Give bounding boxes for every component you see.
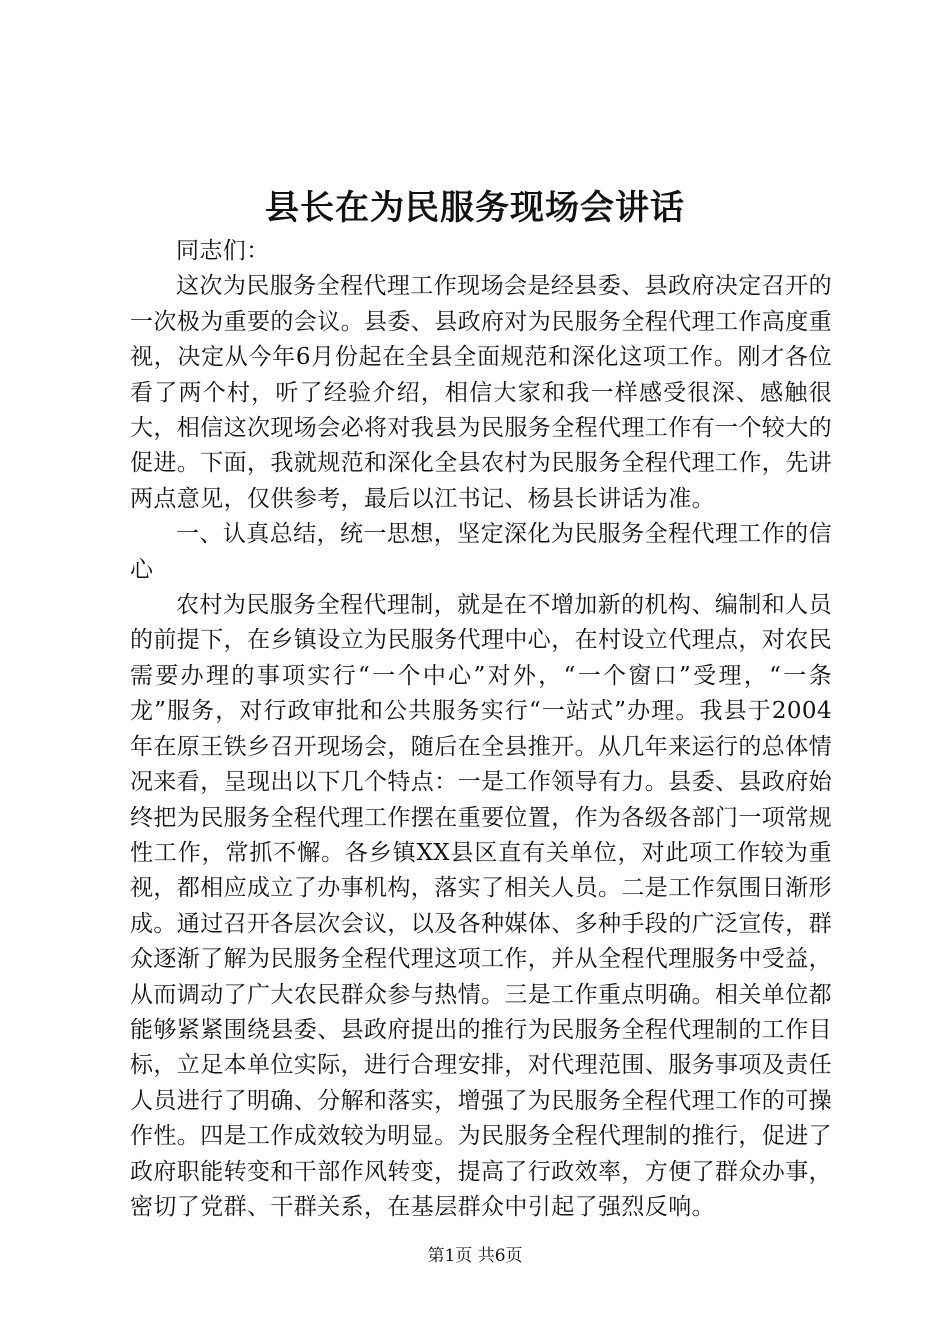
page-number-footer: 第1页 共6页 [427,1246,523,1266]
section-heading-paragraph: 一、认真总结，统一思想，坚定深化为民服务全程代理工作的信心 [130,521,832,583]
body-paragraph: 农村为民服务全程代理制，就是在不增加新的机构、编制和人员的前提下，在乡镇设立为民服务代理中心，在村设立代理点，对农民需要办理的事项实行“一个中心”对外，“一个窗口”受理，“一条龙”服务，对行政审批和公共服务实行“一站式”办理。我县于2004年在原王铁乡召开现场会，随后在全县推开。从几年来运行的总体情况来看，呈现出以下几个特点：一是工作领导有力。县委、县政府始终把为民服务全程代理工作摆在重要位置，作为各级各部门一项常规性工作，常抓不懈。各乡镇XX县区直有关单位，对此项工作较为重视，都相应成立了办事机构，落实了相关人员。二是工作氛围日渐形成。通过召开各层次会议，以及各种媒体、多种手段的广泛宣传，群众逐渐了解为民服务全程代理这项工作，并从全程代理服务中受益，从而调动了广大农民群众参与热情。三是工作重点明确。相关单位都能够紧紧围绕县委、县政府提出的推行为民服务全程代理制的工作目标，立足本单位实际，进行合理安排，对代理范围、服务事项及责任人员进行了明确、分解和落实，增强了为民服务全程代理工作的可操作性。四是工作成效较为明显。为民服务全程代理制的推行，促进了政府职能转变和干部作风转变，提高了行政效率，方便了群众办事，密切了党群、干群关系，在基层群众中引起了强烈反响。 [130,592,832,1220]
intro-paragraph: 这次为民服务全程代理工作现场会是经县委、县政府决定召开的一次极为重要的会议。县委、县政府对为民服务全程代理工作高度重视，决定从今年6月份起在全县全面规范和深化这项工作。刚才各位看了两个村，听了经验介绍，相信大家和我一样感受很深、感触很大，相信这次现场会必将对我县为民服务全程代理工作有一个较大的促进。下面，我就规范和深化全县农村为民服务全程代理工作，先讲两点意见，仅供参考，最后以江书记、杨县长讲话为准。 [130,273,832,512]
salutation-paragraph: 同志们： [176,238,270,264]
document-body [130,234,832,1225]
document-title: 县长在为民服务现场会讲话 [265,188,685,228]
